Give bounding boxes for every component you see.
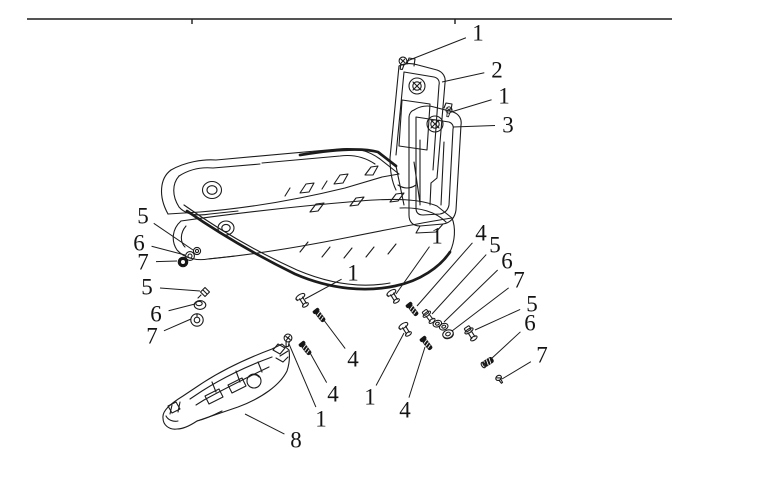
leader-line xyxy=(491,332,520,359)
hardware-screw xyxy=(405,302,419,317)
leader-line xyxy=(154,223,193,250)
callout-label: 5 xyxy=(489,232,501,258)
callout-label: 1 xyxy=(472,20,484,46)
callout-label: 5 xyxy=(137,203,149,229)
callout-label: 6 xyxy=(524,310,536,336)
leader-line xyxy=(407,38,466,61)
leader-line xyxy=(475,309,520,330)
callout-label: 7 xyxy=(513,267,525,293)
hardware-clip xyxy=(398,321,414,338)
hardware-clip xyxy=(386,288,402,305)
leader-line xyxy=(444,270,498,322)
leader-line xyxy=(160,288,200,291)
hardware-tiny-screw xyxy=(495,374,505,384)
hardware-bolt xyxy=(463,325,479,343)
header-rule xyxy=(27,19,672,24)
seat-frame-drawing xyxy=(162,148,455,289)
callout-label: 6 xyxy=(133,230,145,256)
backrest-bracket-upper-drawing xyxy=(390,58,445,190)
leader-line xyxy=(164,319,191,331)
leader-line xyxy=(156,261,177,262)
hardware-collar xyxy=(194,301,206,310)
hardware-screw xyxy=(419,336,433,351)
hardware-dome-screw xyxy=(283,334,292,347)
callout-label: 7 xyxy=(137,249,149,275)
callout-label: 6 xyxy=(501,248,513,274)
callout-label: 5 xyxy=(141,274,153,300)
hardware-washer-front xyxy=(191,314,203,326)
leader-line xyxy=(152,246,185,255)
callout-label: 1 xyxy=(431,223,443,249)
callout-label: 5 xyxy=(526,291,538,317)
leader-line xyxy=(451,100,492,112)
leader-line xyxy=(169,304,195,311)
hardware-nut-dark xyxy=(178,257,188,267)
leader-line xyxy=(323,319,345,349)
leader-line xyxy=(245,414,284,434)
callout-label: 1 xyxy=(347,260,359,286)
callout-label: 3 xyxy=(502,112,514,138)
hardware-bolt-head xyxy=(198,288,210,299)
callout-label: 2 xyxy=(491,57,503,83)
leader-line xyxy=(289,344,316,407)
callout-label: 6 xyxy=(150,301,162,327)
leader-line xyxy=(376,333,404,386)
callout-label: 4 xyxy=(475,220,487,246)
callout-label: 1 xyxy=(364,384,376,410)
hardware-washer-small xyxy=(193,247,200,254)
callout-label: 1 xyxy=(315,406,327,432)
leader-line xyxy=(305,279,342,299)
leader-line xyxy=(453,125,495,127)
callout-label: 4 xyxy=(399,397,411,423)
callout-label: 4 xyxy=(327,381,339,407)
callout-label: 7 xyxy=(146,323,158,349)
callout-label: 4 xyxy=(347,346,359,372)
leader-line xyxy=(409,347,425,398)
leader-line xyxy=(442,73,484,82)
callout-label: 1 xyxy=(498,83,510,109)
leader-line xyxy=(452,288,509,331)
callout-label: 8 xyxy=(290,427,302,453)
hardware-drawings xyxy=(178,56,504,384)
hardware-clip xyxy=(295,292,311,309)
footrest-bracket-drawing xyxy=(163,344,289,429)
leader-line xyxy=(309,351,327,383)
leader-line xyxy=(396,247,429,294)
hardware-bolt xyxy=(421,308,437,325)
leader-line xyxy=(502,362,531,379)
callout-label: 7 xyxy=(536,342,548,368)
